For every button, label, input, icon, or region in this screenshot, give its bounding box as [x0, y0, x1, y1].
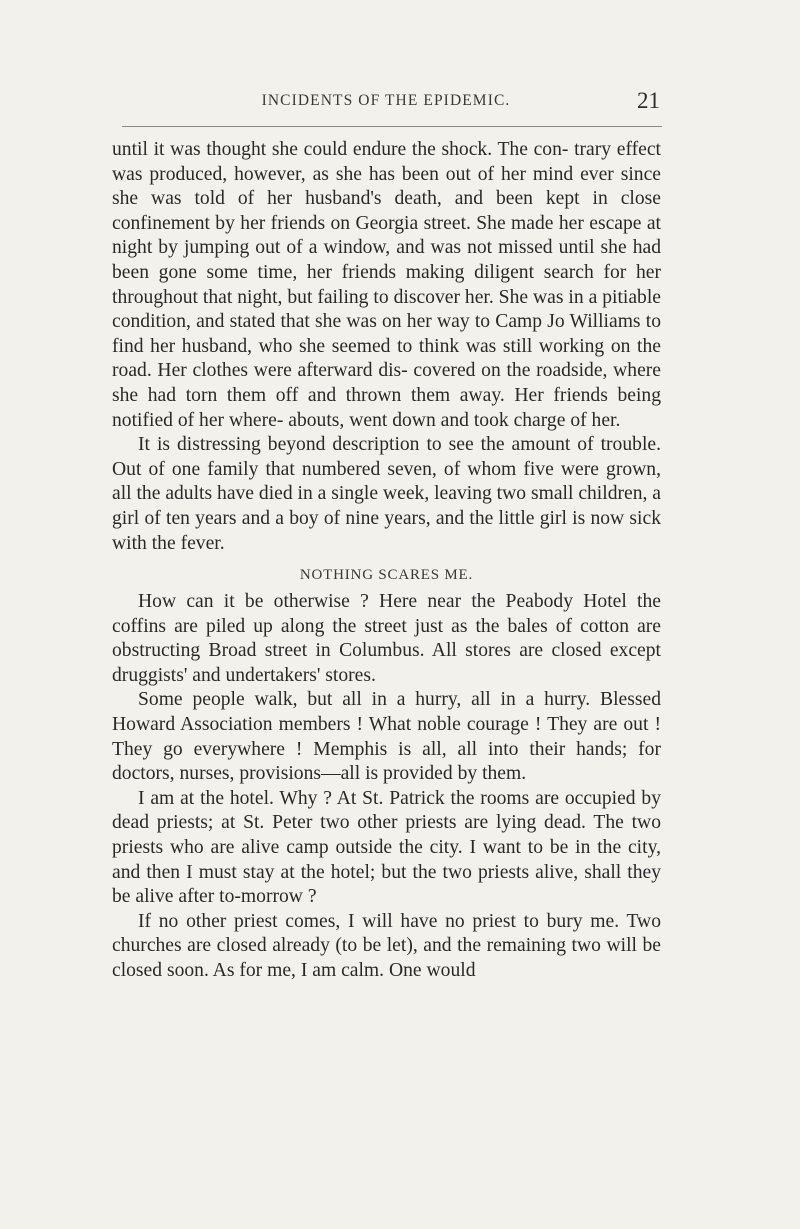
running-head: [112, 88, 660, 118]
paragraph: until it was thought she could endure the shock. The con- trary effect was produced, however, as she has been out of her mind ever since she was told of her husband's death, and been kept in close confinement by her friends on Georgia street. She made her escape at night by jumping out of a window, and was not missed until she had been gone some time, her friends making diligent search for her throughout that night, but failing to discover her. She was in a pitiable condition, and stated that she was on her way to Camp Jo Williams to find her husband, who she seemed to think was still working on the road. Her clothes were afterward dis- covered on the roadside, where she had torn them off and thrown them away. Her friends being notified of her where- abouts, went down and took charge of her.: [112, 139, 661, 431]
paragraph: I am at the hotel. Why ? At St. Patrick the rooms are occupied by dead priests; at St. Peter two other priests are lying dead. The two priests who are alive camp outside the city. I want to be in the city, and then I must stay at the hotel; but the two priests alive, shall they be alive after to-morrow ?: [112, 787, 661, 908]
paragraph: It is distressing beyond description to see the amount of trouble. Out of one family that numbered seven, of whom five were grown, all the adults have died in a single week, leaving two small children, a girl of ten years and a boy of nine years, and the little girl is now sick with the fever.: [112, 434, 662, 554]
body-text: [112, 138, 661, 984]
paragraph: Some people walk, but all in a hurry, all in a hurry. Blessed Howard Association members ! What noble courage ! They are out ! They go everywhere ! Memphis is all, all into their hands; for doctors, nurses, provisions—all is provided by them.: [112, 689, 661, 785]
header-rule: [122, 126, 662, 127]
paragraph: How can it be otherwise ? Here near the Peabody Hotel the coffins are piled up along the street just as the bales of cotton are obstructing Broad street in Columbus. All stores are closed except druggists' and undertakers' stores.: [112, 591, 661, 686]
paragraph: If no other priest comes, I will have no priest to bury me. Two churches are closed already (to be let), and the remaining two will be closed soon. As for me, I am calm. One would: [112, 910, 661, 981]
section-heading: NOTHING SCARES ME.: [299, 567, 474, 584]
running-title: INCIDENTS OF THE EPIDEMIC.: [261, 92, 511, 109]
page-number: 21: [637, 88, 660, 113]
